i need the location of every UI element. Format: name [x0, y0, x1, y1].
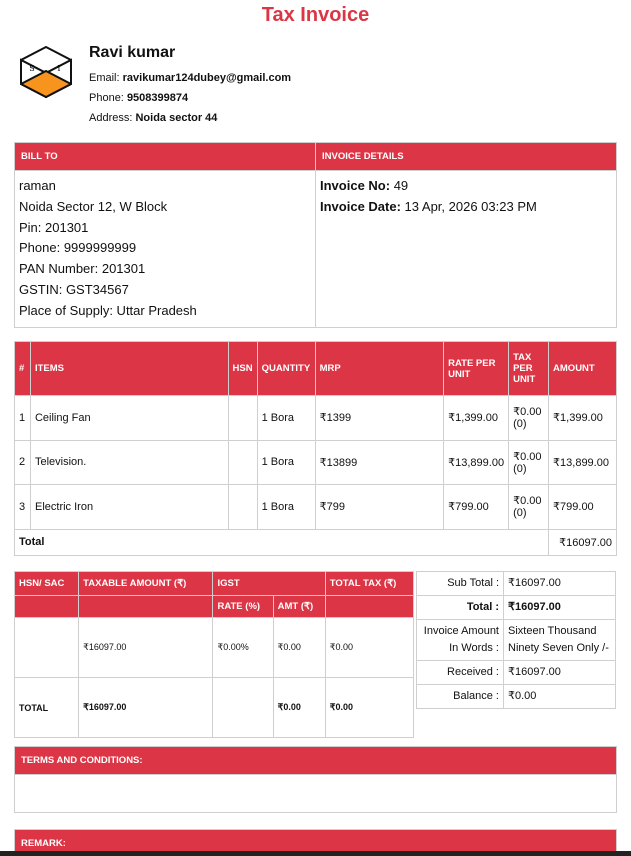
terms-section	[14, 746, 617, 813]
col-quantity: QUANTITY	[257, 342, 315, 396]
amount-in-words-label: Invoice Amount In Words :	[417, 620, 504, 661]
received-label: Received :	[417, 661, 504, 685]
sub-total-value: ₹16097.00	[504, 572, 616, 596]
items-total-row	[15, 529, 617, 555]
col-rate: RATE PER UNIT	[444, 342, 509, 396]
balance-label: Balance :	[417, 685, 504, 709]
items-total-label: Total	[15, 529, 549, 555]
table-row: ₹16097.00 ₹0.00% ₹0.00 ₹0.00	[15, 618, 414, 678]
tax-table	[14, 571, 414, 738]
invoice-number: Invoice No: 49	[320, 178, 409, 193]
tax-total-row: TOTAL ₹16097.00 ₹0.00 ₹0.00	[15, 678, 414, 738]
sub-total-label: Sub Total :	[417, 572, 504, 596]
bill-to-header: BILL TO	[15, 143, 316, 171]
svg-text:I: I	[57, 64, 61, 73]
table-row: 3 Electric Iron 1 Bora ₹799 ₹799.00 ₹0.00 (0) ₹799.00	[15, 485, 617, 530]
remark-header: REMARK:	[15, 830, 617, 856]
company-logo	[20, 46, 72, 98]
company-address: Address: Noida sector 44	[89, 112, 218, 124]
bottom-bar	[0, 851, 631, 856]
summary-table	[416, 571, 616, 709]
items-table	[14, 341, 617, 556]
col-taxable-amount: TAXABLE AMOUNT (₹)	[79, 572, 213, 596]
amount-in-words-value: Sixteen Thousand Ninety Seven Only /-	[504, 620, 616, 661]
col-index: #	[15, 342, 31, 396]
svg-text:S: S	[29, 64, 35, 73]
company-name: Ravi kumar	[89, 44, 176, 61]
col-amount: AMOUNT	[549, 342, 617, 396]
invoice-title: Tax Invoice	[261, 4, 370, 26]
col-igst-amt: AMT (₹)	[273, 596, 325, 618]
grand-total-label: Total :	[417, 596, 504, 620]
terms-header: TERMS AND CONDITIONS:	[15, 747, 617, 775]
col-igst-rate: RATE (%)	[213, 596, 273, 618]
bill-to-details: raman Noida Sector 12, W Block Pin: 201301 Phone: 9999999999 PAN Number: 201301 GSTIN: GST34567 Place of Supply: Uttar Pradesh	[15, 171, 316, 328]
bill-section	[14, 142, 617, 328]
table-row: 1 Ceiling Fan 1 Bora ₹1399 ₹1,399.00 ₹0.00 (0) ₹1,399.00	[15, 396, 617, 441]
invoice-date: Invoice Date: 13 Apr, 2026 03:23 PM	[320, 198, 537, 214]
grand-total-value: ₹16097.00	[504, 596, 616, 620]
received-value: ₹16097.00	[504, 661, 616, 685]
company-email: Email: ravikumar124dubey@gmail.com	[89, 72, 292, 84]
col-igst: IGST	[213, 572, 325, 596]
col-hsn: HSN	[228, 342, 257, 396]
items-total-value: ₹16097.00	[549, 529, 617, 555]
balance-value: ₹0.00	[504, 685, 616, 709]
col-tax: TAX PER UNIT	[509, 342, 549, 396]
invoice-details-header: INVOICE DETAILS	[316, 143, 617, 171]
col-total-tax: TOTAL TAX (₹)	[325, 572, 413, 596]
company-phone: Phone: 9508399874	[89, 92, 189, 104]
table-row: 2 Television. 1 Bora ₹13899 ₹13,899.00 ₹0.00 (0) ₹13,899.00	[15, 440, 617, 485]
invoice-details	[316, 171, 617, 328]
terms-body	[15, 775, 617, 813]
col-items: ITEMS	[30, 342, 228, 396]
col-mrp: MRP	[315, 342, 444, 396]
col-hsn-sac: HSN/ SAC	[15, 572, 79, 596]
company-info	[89, 44, 291, 128]
